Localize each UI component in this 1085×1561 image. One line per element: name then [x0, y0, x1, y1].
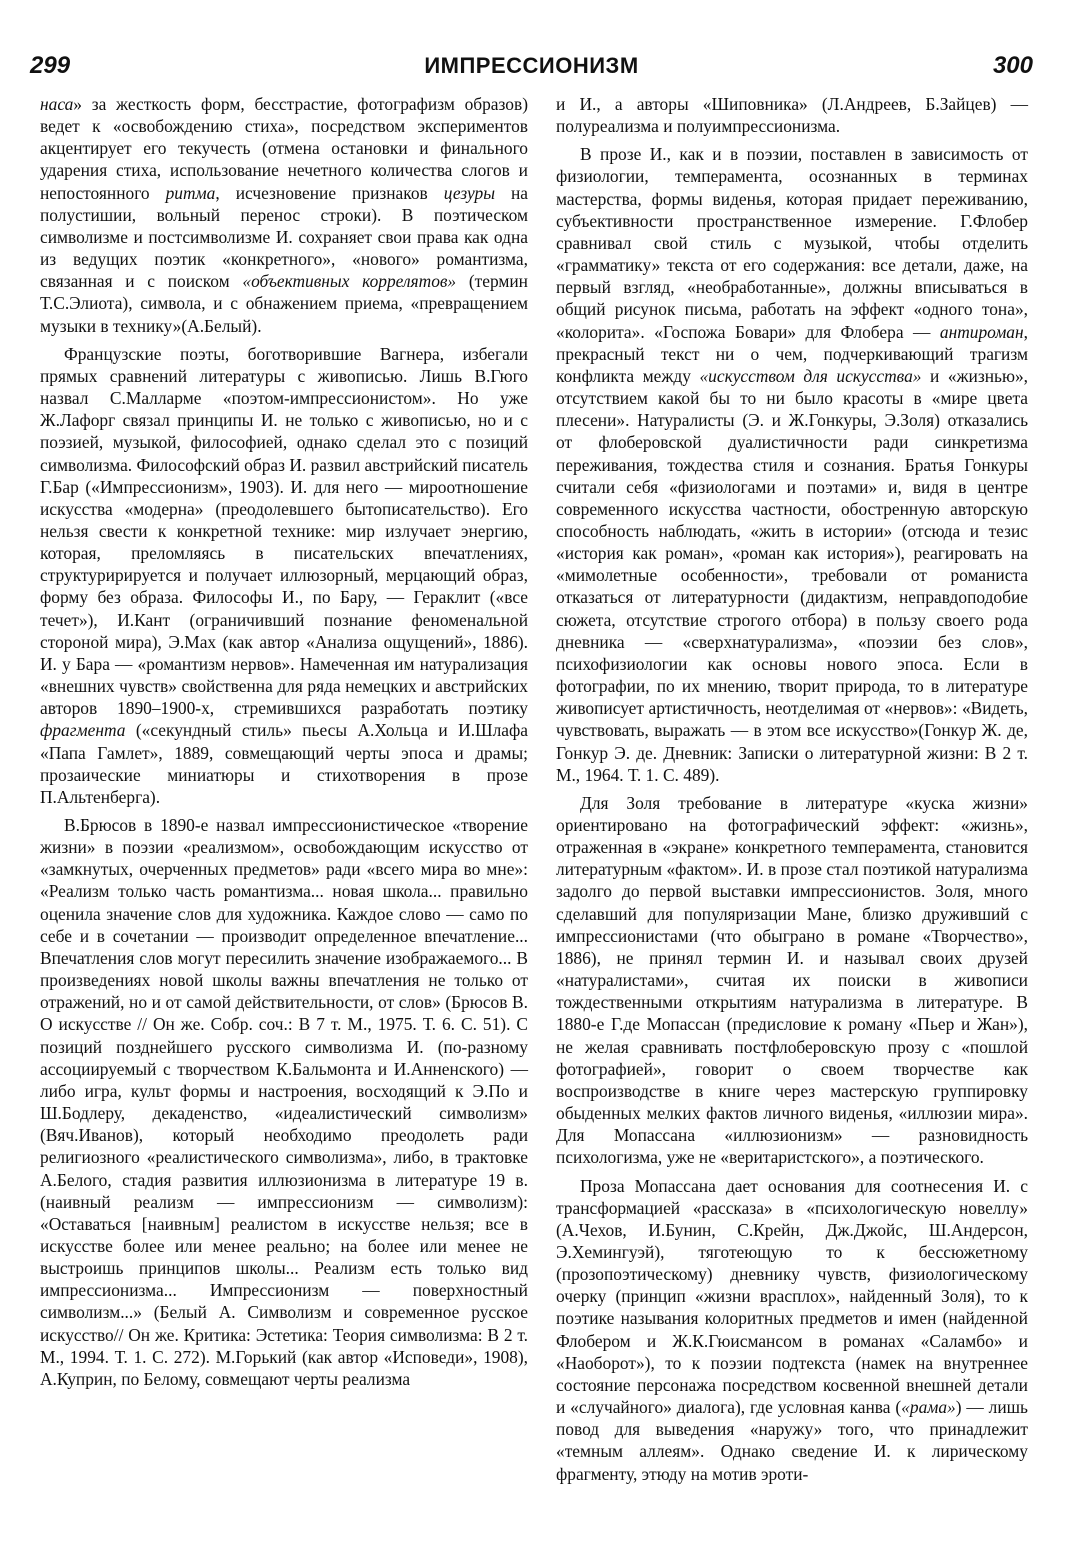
paragraph — [556, 93, 1028, 137]
italic-term: цезуры — [443, 182, 495, 203]
running-title: ИМПРЕССИОНИЗМ — [424, 53, 639, 78]
page-number-left: 299 — [30, 52, 71, 79]
text-run: В.Брюсов в 1890-е назвал импрессионистическое «творение жизни» в поэзии «реализмом», освобождающим искусство от «замкнутых, очерченных предметов» ради «всего мира во мне»: «Реализм только часть романтизма... новая школа... правильно оценила значение слов для художника. Каждое слово — само по себе и в сочетании — производит определенное впечатление... Впечатления слов могут пересилить значение изображаемого... В произведениях новой школы важны впечатления не только от отражений, но и от самой действительности, от слов» (Брюсов В. О искусстве // Он же. Собр. соч.: В 7 т. М., 1975. Т. 6. С. 51). С позиций позднейшего русского символизма И. (по-разному ассоциируемый с творчеством К.Бальмонта и И.Анненского) — либо игра, культ формы и настроения, восходящий к Э.По и Ш.Бодлеру, декаденство, «идеалистический символизм» (Вяч.Иванов), который необходимо преодолеть ради религиозного «реалистического символизма», либо, в трактовке А.Белого, стадия развития иллюзионизма в литературе 19 в. (наивный реализм — импрессионизм — символизм): «Оставаться [наивным] реалистом в искусстве нельзя; все в искусстве более или менее реально; на более или менее не выстроишь принципов школы... Реализм есть только вид импрессионизма... Импрессионизм — поверхностный символизм...» (Белый А. Символизм и современное русское искусство// Он же. Критика: Эстетика: Теория символизма: В 2 т. М., 1994. Т. 1. С. 272). М.Горький (как автор «Исповеди», 1908), А.Куприн, по Белому, совмещают черты реализма — [40, 815, 528, 1389]
italic-term: ритма — [165, 182, 216, 203]
text-run: , прекрасный текст ни о чем, подчеркивающий трагизм конфликта между — [556, 321, 1028, 386]
right-column — [556, 93, 1028, 1485]
text-run: В прозе И., как и в поэзии, поставлен в зависимость от физиологии, темперамента, осознанных в терминах мастерства, формы виденья, которая придает переживанию, субъективности пространственное измерение. Г.Флобер сравнивал свой стиль с музыкой, чтобы отделить «грамматику» текста от его содержания: все детали, даже, на первый взгляд, «необработанные», должны вписываться в общий рисунок письма, работать на эффект «одного тона», «колорита». «Госпожа Бовари» для Флобера — — [556, 144, 1028, 342]
paragraph — [556, 1175, 1028, 1485]
italic-term: «объективных коррелятов» — [242, 271, 457, 292]
page-header — [30, 52, 1033, 88]
paragraph — [556, 143, 1028, 786]
text-run: («секундный стиль» пьесы А.Хольца и И.Шлафа «Папа Гамлет», 1889, совмещающий черты эпоса и драмы; прозаические миниатюры и стихотворения в прозе П.Альтенберга). — [40, 720, 528, 807]
italic-term: антироман — [939, 321, 1024, 342]
left-column — [40, 93, 528, 1390]
italic-term: «искусством для искусства» — [699, 365, 922, 386]
text-run: и «жизнью», отсутствием какой бы то ни было красоты в «мире цвета плесени». Натуралисты (Э. и Ж.Гонкуры, Э.Золя) отказались от флоберовской дуалистичности ради синкретизма переживания, тождества стиля и сознания. Братья Гонкуры считали себя «физиологами и поэтами» и, видя в центре современного искусства частности, обостренную авторскую способность наблюдать, «жить в истории» (отсюда и тезис «история как роман», «роман как история»), реагировать на «мимолетные особенности», требовали от романиста отказаться от литературности (дидактизм, неправдоподобие сюжета, отсутствие строгого отбора) в пользу своего рода дневника — «сверхнатурализма», «поэзии без слов», психофизиологии как основы нового эпоса. Если в фотографии, по их мнению, творит природа, то в литературе живописует артистичность, неотделимая от «нервов»: «Видеть, чувствовать, выражать — в этом все искусство»(Гонкур Ж. де, Гонкур Э. де. Дневник: Записки о литературной жизни: В 2 т. М., 1964. Т. 1. С. 489). — [556, 365, 1028, 785]
text-run: , исчезновение признаков — [215, 182, 444, 203]
page-number-right: 300 — [992, 52, 1033, 79]
italic-term: наса — [40, 94, 74, 114]
paragraph — [40, 814, 528, 1390]
text-run: Французские поэты, боготворившие Вагнера, избегали прямых сравнений литературы с живописью. Лишь В.Гюго назвал С.Малларме «поэтом-импрессионистом». Но уже Ж.Лафорг связал принципы И. не только с живописью, но и с поэзией, музыкой, философией, однако сделал это с позиций символизма. Философский образ И. развил австрийский писатель Г.Бар («Импрессионизм», 1903). И. для него — мироотношение искусства «модерна» (преодолевшего бытописательство). Его нельзя свести к конкретной технике: мир излучает энергию, которая, преломляясь в писательских впечатлениях, структуририруется и получает иллюзорный, мерцающий образ, форму без образа. Философы И., по Бару, — Гераклит («все течет»), И.Кант (ограничивший познание феноменальной стороной мира), Э.Мах (как автор «Анализа ощущений», 1886). И. у Бара — «романтизм нервов». Намеченная им натурализация «внешних чувств» свойственна для ряда немецких и австрийских авторов 1890–1900-х, стремившихся разработать поэтику — [40, 343, 528, 719]
paragraph — [556, 792, 1028, 1169]
paragraph — [40, 343, 528, 808]
paragraph — [40, 93, 528, 337]
text-run: Для Золя требование в литературе «куска жизни» ориентировано на фотографический эффект: «жизнь», отраженная в «экране» конкретного темперамента, становится литературным «фактом». И. в прозе стал поэтикой натурализма задолго до первой выставки импрессионистов. Золя, много сделавший для популяризации Мане, близко друживший с импрессионистами (что обыграно в романе «Творчество», 1886), не принял термин И. и называл своих друзей «натуралистами», считая их поиски в живописи тождественными открытиям натурализма в литературе. В 1880-е Г.де Мопассан (предисловие к роману «Пьер и Жан»), не желая сравнивать постфлоберовскую прозу с «пошлой фотографией», говорит о своем творчестве как воспроизводстве в книге через мастерскую группировку обыденных мелких фактов личного виденья, «иллюзии мира». Для Мопассана «иллюзионизм» — разновидность психологизма, уже не «веритаристского», а поэтического. — [556, 792, 1028, 1168]
text-run: и И., а авторы «Шиповника» (Л.Андреев, Б.Зайцев) — полуреализма и полуимпрессионизма. — [556, 94, 1028, 137]
italic-term: «рама» — [901, 1397, 956, 1418]
text-run: (термин Т.С.Элиота), символа, и с обнажением приема, «превращением музыки в технику»(А.Белый). — [40, 271, 528, 336]
text-run: на полустишии, вольный перенос строки). В поэтическом символизме и постсимволизме И. сохраняет свои права как одна из ведущих поэтик «конкретного», «нового» романтизма, связанная и с поиском — [40, 182, 528, 292]
text-run: » за жесткость форм, бесстрастие, фотографизм образов) ведет к «освобождению стиха», посредством экспериментов акцентирует его текучесть (отмена остановки и финального ударения стиха, использование нечетного количества слогов и непостоянного — [40, 94, 528, 203]
text-run: ) — лишь повод для выведения «наружу» того, что принадлежит «темным аллеям». Однако сведение И. к лирическому фрагменту, этюду на мотив эроти- — [556, 1397, 1028, 1484]
text-run: Проза Мопассана дает основания для соотнесения И. с трансформацией «рассказа» в «психологическую новеллу» (А.Чехов, И.Бунин, С.Крейн, Дж.Джойс, Ш.Андерсон, Э.Хемингуэй), тяготеющую то к бессюжетному (прозопоэтическому) дневнику чувств, физиологическому очерку (принцип «жизни врасплох», найденный Золя), то к поэтике называния колоритных предметов и имен (найденной Флобером и Ж.К.Гюисмансом в романах «Саламбо» и «Наоборот»), то к поэзии подтекста (намек на внутреннее состояние персонажа посредством косвенной внешней детали и «случайного» диалога), где условная канва ( — [556, 1175, 1028, 1418]
italic-term: фрагмента — [40, 720, 126, 741]
